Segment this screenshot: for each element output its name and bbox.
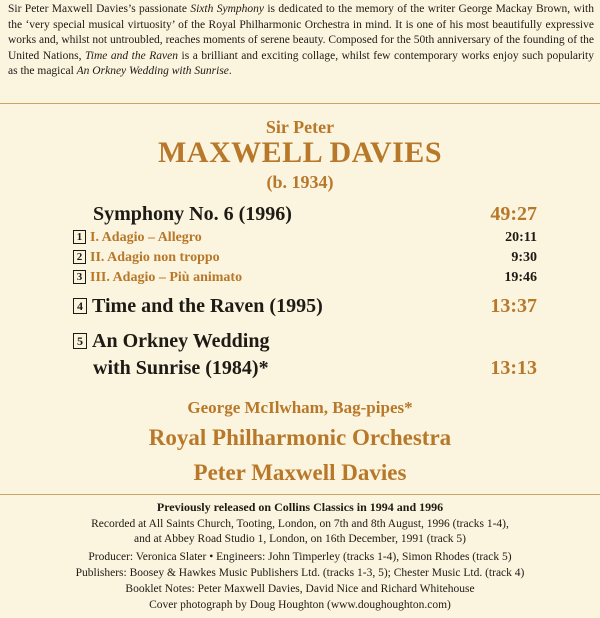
composer-prefix: Sir Peter (265, 117, 335, 137)
intro-italic-symphony: Sixth Symphony (190, 3, 264, 15)
soloist: George McIlwham, Bag-pipes* (187, 398, 413, 417)
movement-3-duration: 19:46 (504, 270, 537, 285)
intro-text-2: is dedicated to the memory of the writer George Mackay Brown, with the ‘very special musical virtuosity’ of the Royal Philharmonic Orchestra in mind. It is one of his most beautifully expressive works and, whilst not untroubled, reaches moments of serene beauty. Composed for the 50th anniversary of the founding of the United Nations, (8, 3, 594, 62)
work-4-duration: 13:37 (490, 295, 537, 317)
divider-bottom (0, 494, 600, 495)
work-4-title: Time and the Raven (1995) (92, 295, 323, 317)
credit-line: Booklet Notes: Peter Maxwell Davies, David Nice and Richard Whitehouse (125, 583, 475, 595)
intro-text-3: is a brilliant and exciting collage, whilst few contemporary works enjoy such popularity as the magical (8, 49, 594, 77)
movement-2-title: II. Adagio non troppo (90, 250, 220, 265)
movement-2 (73, 250, 220, 266)
movement-1-duration: 20:11 (505, 230, 537, 245)
symphony-duration: 49:27 (490, 203, 537, 225)
work-5-title-line2: with Sunrise (1984)* (93, 357, 269, 379)
symphony-title: Symphony No. 6 (1996) (93, 203, 292, 225)
orchestra: Royal Philharmonic Orchestra (148, 425, 452, 450)
track-number-1: 1 (73, 230, 86, 244)
credit-line: Publishers: Boosey & Hawkes Music Publishers Ltd. (tracks 1-3, 5); Chester Music Ltd. (track 4) (75, 567, 525, 579)
intro-paragraph (8, 2, 594, 80)
work-5-duration: 13:13 (490, 357, 537, 379)
track-number-5: 5 (73, 333, 87, 349)
credit-line: Recorded at All Saints Church, Tooting, London, on 7th and 8th August, 1996 (tracks 1-4), (91, 518, 509, 530)
intro-text-4: . (228, 65, 232, 77)
work-5-title-line1: An Orkney Wedding (92, 330, 270, 352)
track-number-2: 2 (73, 250, 86, 264)
intro-italic-orkney: An Orkney Wedding with Sunrise (76, 65, 229, 77)
movement-3-title: III. Adagio – Più animato (90, 270, 243, 285)
credit-line: Producer: Veronica Slater • Engineers: John Timperley (tracks 1-4), Simon Rhodes (track 5) (88, 551, 512, 563)
movement-2-duration: 9:30 (511, 250, 537, 265)
track-number-4: 4 (73, 298, 87, 314)
conductor: Peter Maxwell Davies (193, 460, 407, 485)
credit-line: Cover photograph by Doug Houghton (www.doughoughton.com) (149, 599, 451, 611)
work-orkney-wedding (73, 330, 269, 353)
intro-text-1: Sir Peter Maxwell Davies’s passionate (8, 3, 191, 15)
movement-1 (73, 230, 202, 246)
movement-1-title: I. Adagio – Allegro (90, 230, 202, 245)
intro-italic-raven: Time and the Raven (85, 49, 178, 62)
work-time-and-raven (73, 295, 323, 318)
movement-3 (73, 270, 242, 286)
composer-name: MAXWELL DAVIES (157, 136, 443, 169)
credits-heading: Previously released on Collins Classics in 1994 and 1996 (156, 500, 444, 514)
divider-top (0, 103, 600, 104)
credit-line: and at Abbey Road Studio 1, London, on 16th December, 1991 (track 5) (133, 533, 466, 545)
track-number-3: 3 (73, 270, 86, 284)
composer-dates: (b. 1934) (266, 172, 334, 192)
